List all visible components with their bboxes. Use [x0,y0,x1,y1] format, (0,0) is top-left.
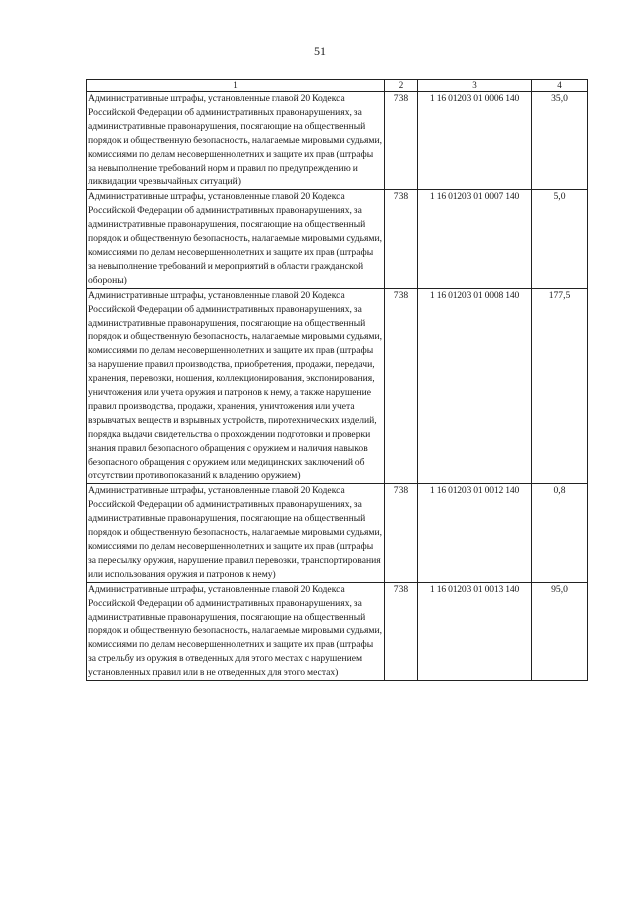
table-row [87,190,588,288]
row-description: Административные штрафы, установленные главой 20 Кодекса Российской Федерации об административных правонарушениях, за административные правонарушения, посягающие на общественный порядок и общественную безопасность, налагаемые мировыми судьями, комиссиями по делам несовершеннолетних и защите их прав (штрафы за пересылку оружия, нарушение правил перевозки, транспортирования или использования оружия и патронов к нему) [87,484,385,582]
row-kbk-code: 1 16 01203 01 0007 140 [418,190,532,288]
row-description: Административные штрафы, установленные главой 20 Кодекса Российской Федерации об административных правонарушениях, за административные правонарушения, посягающие на общественный порядок и общественную безопасность, налагаемые мировыми судьями, комиссиями по делам несовершеннолетних и защите их прав (штрафы за невыполнение требований и мероприятий в области гражданской обороны) [87,190,385,288]
row-admin-code: 738 [385,582,418,680]
row-kbk-code: 1 16 01203 01 0013 140 [418,582,532,680]
row-amount: 5,0 [532,190,588,288]
revenue-table [86,79,588,681]
row-description: Административные штрафы, установленные главой 20 Кодекса Российской Федерации об административных правонарушениях, за административные правонарушения, посягающие на общественный порядок и общественную безопасность, налагаемые мировыми судьями, комиссиями по делам несовершеннолетних и защите их прав (штрафы за невыполнение требований норм и правил по предупреждению и ликвидации чрезвычайных ситуаций) [87,92,385,190]
column-header-3: 3 [418,80,532,92]
column-header-1: 1 [87,80,385,92]
row-admin-code: 738 [385,92,418,190]
table-row [87,288,588,484]
table-row [87,582,588,680]
row-admin-code: 738 [385,190,418,288]
row-kbk-code: 1 16 01203 01 0006 140 [418,92,532,190]
table-header-row [87,80,588,92]
row-kbk-code: 1 16 01203 01 0012 140 [418,484,532,582]
table-row [87,484,588,582]
page-number: 51 [314,44,326,58]
row-amount: 0,8 [532,484,588,582]
row-amount: 177,5 [532,288,588,484]
row-admin-code: 738 [385,288,418,484]
row-kbk-code: 1 16 01203 01 0008 140 [418,288,532,484]
column-header-4: 4 [532,80,588,92]
row-description: Административные штрафы, установленные главой 20 Кодекса Российской Федерации об административных правонарушениях, за административные правонарушения, посягающие на общественный порядок и общественную безопасность, налагаемые мировыми судьями, комиссиями по делам несовершеннолетних и защите их прав (штрафы за стрельбу из оружия в отведенных для этого местах с нарушением установленных правил или в не отведенных для этого местах) [87,582,385,680]
row-amount: 95,0 [532,582,588,680]
row-description: Административные штрафы, установленные главой 20 Кодекса Российской Федерации об административных правонарушениях, за административные правонарушения, посягающие на общественный порядок и общественную безопасность, налагаемые мировыми судьями, комиссиями по делам несовершеннолетних и защите их прав (штрафы за нарушение правил производства, приобретения, продажи, передачи, хранения, перевозки, ношения, коллекционирования, экспонирования, уничтожения или учета оружия и патронов к нему, а также нарушение правил производства, продажи, хранения, уничтожения или учета взрывчатых веществ и взрывных устройств, пиротехнических изделий, порядка выдачи свидетельства о прохождении подготовки и проверки знания правил безопасного обращения с оружием и наличия навыков безопасного обращения с оружием или медицинских заключений об отсутствии противопоказаний к владению оружием) [87,288,385,484]
column-header-2: 2 [385,80,418,92]
row-admin-code: 738 [385,484,418,582]
table-row [87,92,588,190]
row-amount: 35,0 [532,92,588,190]
